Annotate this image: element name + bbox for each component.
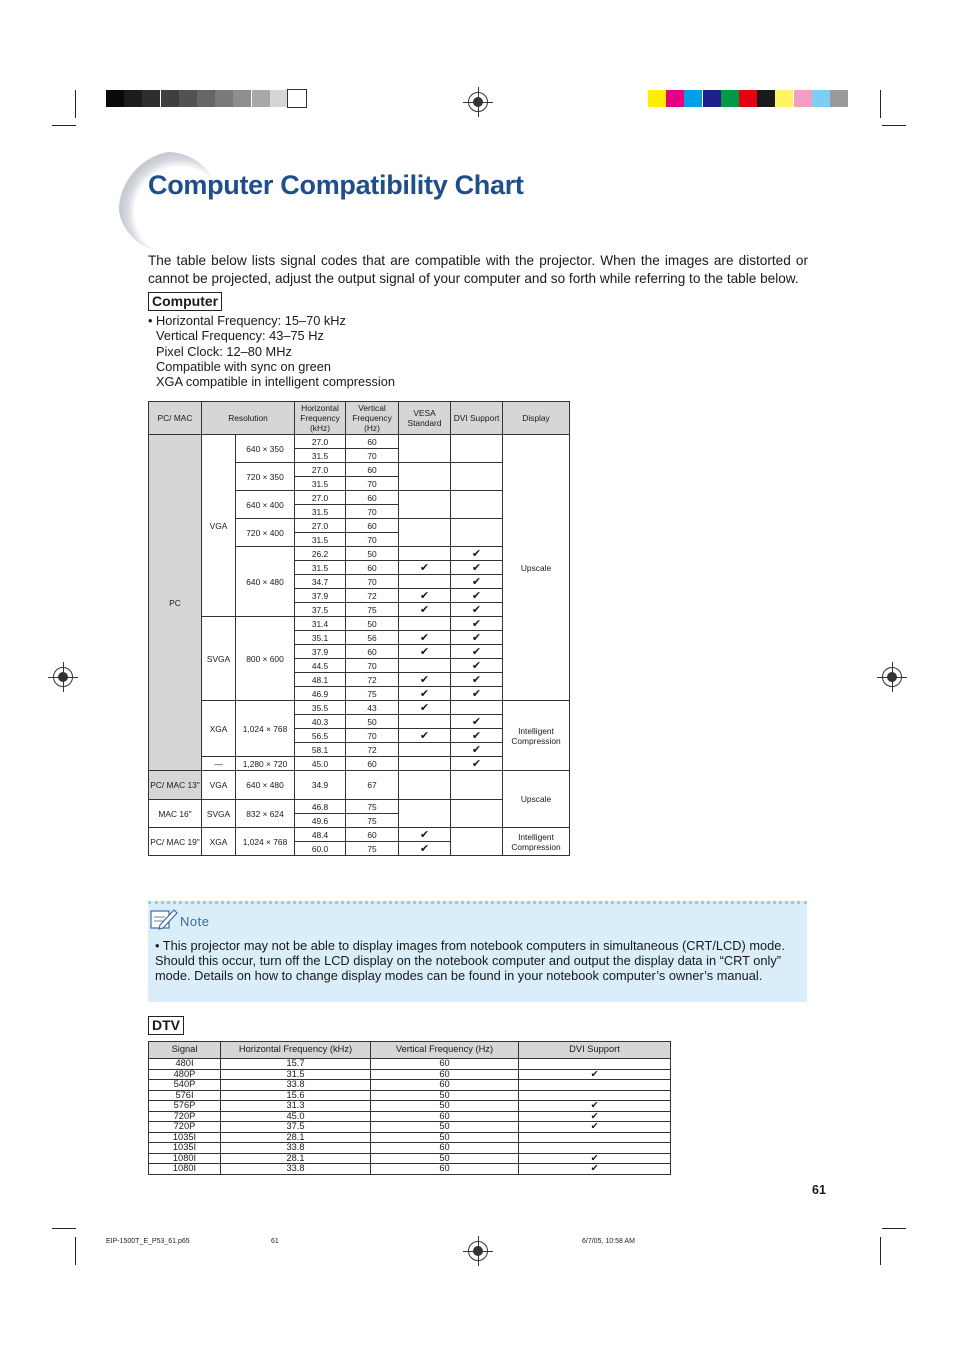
- vesa-cell: [399, 491, 451, 519]
- spec-item: Pixel Clock: 12–80 MHz: [156, 343, 292, 359]
- color-swatch: [739, 90, 757, 107]
- dvi-cell: [451, 771, 503, 800]
- vfreq-cell: 60: [346, 645, 399, 659]
- resolution-cell: 1,024 × 768: [236, 701, 295, 757]
- resolution-cell: 1,024 × 768: [236, 828, 295, 856]
- table-row: [149, 435, 570, 449]
- header-cell: Display: [503, 402, 570, 435]
- resolution-cell: 640 × 400: [236, 491, 295, 519]
- dvi-cell: ✔: [451, 575, 503, 589]
- dvi-cell: ✔: [451, 673, 503, 687]
- display-cell: Upscale: [503, 771, 570, 828]
- hfreq-cell: 31.5: [221, 1069, 371, 1080]
- vfreq-cell: 50: [371, 1153, 519, 1164]
- color-swatch: [721, 90, 739, 107]
- hfreq-cell: 45.0: [295, 757, 346, 771]
- dvi-cell: ✔: [451, 589, 503, 603]
- registration-mark-icon: [468, 92, 488, 112]
- resolution-cell: 720 × 400: [236, 519, 295, 547]
- vfreq-cell: 60: [371, 1164, 519, 1175]
- vesa-cell: ✔: [399, 561, 451, 575]
- vfreq-cell: 70: [346, 477, 399, 491]
- vfreq-cell: 60: [346, 561, 399, 575]
- header-cell: Horizontal Frequency (kHz): [221, 1042, 371, 1059]
- gray-swatch: [142, 90, 160, 107]
- color-swatch: [812, 90, 830, 107]
- signal-cell: 1035I: [149, 1143, 221, 1154]
- vfreq-cell: 60: [346, 435, 399, 449]
- signal-cell: 540P: [149, 1080, 221, 1091]
- table-row: [149, 1153, 671, 1164]
- dvi-cell: ✔: [451, 757, 503, 771]
- gray-swatch: [252, 90, 270, 107]
- signal-cell: 1080I: [149, 1164, 221, 1175]
- dvi-cell: ✔: [519, 1101, 671, 1112]
- header-cell: Vertical Frequency (Hz): [371, 1042, 519, 1059]
- hfreq-cell: 31.5: [295, 533, 346, 547]
- header-cell: DVI Support: [451, 402, 503, 435]
- vfreq-cell: 60: [371, 1069, 519, 1080]
- vesa-cell: [399, 743, 451, 757]
- platform-cell: PC/ MAC 19": [149, 828, 202, 856]
- hfreq-cell: 15.7: [221, 1059, 371, 1070]
- hfreq-cell: 15.6: [221, 1090, 371, 1101]
- vesa-cell: [399, 800, 451, 828]
- vfreq-cell: 75: [346, 800, 399, 814]
- registration-mark-icon: [882, 667, 902, 687]
- header-cell: DVI Support: [519, 1042, 671, 1059]
- spec-item: • Horizontal Frequency: 15–70 kHz: [148, 313, 346, 328]
- vfreq-cell: 67: [346, 771, 399, 800]
- dvi-cell: [519, 1132, 671, 1143]
- vesa-cell: [399, 659, 451, 673]
- spec-item: Vertical Frequency: 43–75 Hz: [156, 328, 324, 344]
- hfreq-cell: 31.5: [295, 477, 346, 491]
- page-title: Computer Compatibility Chart: [148, 170, 524, 200]
- vfreq-cell: 70: [346, 575, 399, 589]
- hfreq-cell: 26.2: [295, 547, 346, 561]
- table-row: [149, 1080, 671, 1091]
- dvi-cell: ✔: [519, 1164, 671, 1175]
- signal-cell: 576P: [149, 1101, 221, 1112]
- table-row: [149, 701, 570, 715]
- table-row: [149, 771, 570, 800]
- mode-cell: XGA: [202, 701, 236, 757]
- resolution-cell: 800 × 600: [236, 617, 295, 701]
- hfreq-cell: 46.8: [295, 800, 346, 814]
- table-row: [149, 1059, 671, 1070]
- hfreq-cell: 27.0: [295, 435, 346, 449]
- vfreq-cell: 72: [346, 743, 399, 757]
- vfreq-cell: 60: [346, 519, 399, 533]
- dtv-section-label: DTV: [148, 1016, 184, 1035]
- dvi-cell: [519, 1143, 671, 1154]
- hfreq-cell: 49.6: [295, 814, 346, 828]
- hfreq-cell: 31.5: [295, 449, 346, 463]
- vesa-cell: [399, 771, 451, 800]
- hfreq-cell: 31.4: [295, 617, 346, 631]
- mode-cell: —: [202, 757, 236, 771]
- vfreq-cell: 50: [346, 547, 399, 561]
- gray-swatch: [270, 90, 288, 107]
- signal-cell: 1080I: [149, 1153, 221, 1164]
- signal-cell: 480P: [149, 1069, 221, 1080]
- vfreq-cell: 43: [346, 701, 399, 715]
- color-swatch: [684, 90, 702, 107]
- header-cell: VESA Standard: [399, 402, 451, 435]
- vfreq-cell: 50: [371, 1090, 519, 1101]
- vesa-cell: [399, 435, 451, 463]
- color-swatch: [794, 90, 812, 107]
- vfreq-cell: 70: [346, 505, 399, 519]
- hfreq-cell: 34.7: [295, 575, 346, 589]
- note-text: • This projector may not be able to display images from notebook computers in simultaneous (CRT/LCD) mode. Should this occur, turn off the LCD display on the notebook computer and output the display data in “CRT only” mode. Details on how to change display modes can be found in your notebook computer’s owner’s manual.: [155, 938, 785, 984]
- registration-mark-icon: [53, 667, 73, 687]
- color-swatch: [775, 90, 793, 107]
- resolution-cell: 1,280 × 720: [236, 757, 295, 771]
- vfreq-cell: 50: [346, 617, 399, 631]
- vesa-cell: ✔: [399, 701, 451, 715]
- header-cell: Vertical Frequency (Hz): [346, 402, 399, 435]
- hfreq-cell: 31.3: [221, 1101, 371, 1112]
- registration-mark-icon: [468, 1241, 488, 1261]
- dvi-cell: ✔: [451, 645, 503, 659]
- hfreq-cell: 35.5: [295, 701, 346, 715]
- table-row: [149, 1122, 671, 1133]
- vesa-cell: [399, 575, 451, 589]
- signal-cell: 480I: [149, 1059, 221, 1070]
- dvi-cell: ✔: [451, 743, 503, 757]
- hfreq-cell: 60.0: [295, 842, 346, 856]
- vfreq-cell: 70: [346, 449, 399, 463]
- dvi-cell: [451, 435, 503, 463]
- spec-item: Compatible with sync on green: [156, 358, 331, 374]
- vesa-cell: ✔: [399, 645, 451, 659]
- vesa-cell: ✔: [399, 729, 451, 743]
- hfreq-cell: 27.0: [295, 491, 346, 505]
- vesa-cell: ✔: [399, 631, 451, 645]
- dtv-compatibility-table: [148, 1041, 671, 1175]
- vfreq-cell: 75: [346, 814, 399, 828]
- signal-cell: 720P: [149, 1122, 221, 1133]
- gray-swatch: [179, 90, 197, 107]
- vfreq-cell: 50: [346, 715, 399, 729]
- dvi-cell: [519, 1090, 671, 1101]
- hfreq-cell: 27.0: [295, 519, 346, 533]
- page-number: 61: [812, 1183, 826, 1197]
- header-cell: Horizontal Frequency (kHz): [295, 402, 346, 435]
- resolution-cell: 640 × 480: [236, 547, 295, 617]
- table-row: [149, 1101, 671, 1112]
- dvi-cell: ✔: [519, 1111, 671, 1122]
- vfreq-cell: 50: [371, 1122, 519, 1133]
- color-swatch: [666, 90, 684, 107]
- resolution-cell: 720 × 350: [236, 463, 295, 491]
- pencil-note-icon: [150, 907, 178, 931]
- hfreq-cell: 34.9: [295, 771, 346, 800]
- gray-swatch: [124, 90, 142, 107]
- hfreq-cell: 46.9: [295, 687, 346, 701]
- mode-cell: SVGA: [202, 617, 236, 701]
- dvi-cell: [519, 1059, 671, 1070]
- hfreq-cell: 33.8: [221, 1143, 371, 1154]
- dvi-cell: [519, 1080, 671, 1091]
- vfreq-cell: 75: [346, 842, 399, 856]
- color-swatch: [830, 90, 848, 107]
- table-row: [149, 828, 570, 842]
- dvi-cell: [451, 800, 503, 828]
- mode-cell: VGA: [202, 771, 236, 800]
- title-decoration: [118, 152, 218, 252]
- hfreq-cell: 37.9: [295, 589, 346, 603]
- hfreq-cell: 37.9: [295, 645, 346, 659]
- platform-cell: PC: [149, 435, 202, 771]
- table-row: [149, 1164, 671, 1175]
- hfreq-cell: 28.1: [221, 1153, 371, 1164]
- dvi-cell: ✔: [451, 687, 503, 701]
- color-swatch: [757, 90, 775, 107]
- color-swatch: [648, 90, 666, 107]
- header-cell: Signal: [149, 1042, 221, 1059]
- display-cell: Upscale: [503, 435, 570, 701]
- dvi-cell: ✔: [451, 547, 503, 561]
- vesa-cell: [399, 519, 451, 547]
- vesa-cell: ✔: [399, 603, 451, 617]
- hfreq-cell: 35.1: [295, 631, 346, 645]
- vfreq-cell: 72: [346, 673, 399, 687]
- vfreq-cell: 60: [371, 1143, 519, 1154]
- hfreq-cell: 44.5: [295, 659, 346, 673]
- vesa-cell: [399, 547, 451, 561]
- table-header-row: [149, 1042, 671, 1059]
- resolution-cell: 640 × 480: [236, 771, 295, 800]
- hfreq-cell: 58.1: [295, 743, 346, 757]
- signal-cell: 576I: [149, 1090, 221, 1101]
- hfreq-cell: 56.5: [295, 729, 346, 743]
- note-title: Note: [180, 914, 210, 929]
- footer-filename: EIP-1500T_E_P53_61.p65: [106, 1238, 190, 1245]
- vfreq-cell: 60: [346, 757, 399, 771]
- hfreq-cell: 40.3: [295, 715, 346, 729]
- vfreq-cell: 70: [346, 729, 399, 743]
- vesa-cell: ✔: [399, 589, 451, 603]
- vfreq-cell: 56: [346, 631, 399, 645]
- dvi-cell: ✔: [451, 561, 503, 575]
- vfreq-cell: 70: [346, 659, 399, 673]
- table-row: [149, 1132, 671, 1143]
- gray-swatch: [161, 90, 179, 107]
- gray-swatch: [288, 90, 306, 107]
- vesa-cell: ✔: [399, 828, 451, 842]
- vfreq-cell: 50: [371, 1132, 519, 1143]
- vfreq-cell: 75: [346, 687, 399, 701]
- dvi-cell: ✔: [451, 715, 503, 729]
- color-swatch: [703, 90, 721, 107]
- vesa-cell: [399, 463, 451, 491]
- signal-cell: 720P: [149, 1111, 221, 1122]
- dvi-cell: ✔: [451, 603, 503, 617]
- computer-section-label: Computer: [148, 292, 222, 311]
- vesa-cell: ✔: [399, 687, 451, 701]
- vfreq-cell: 60: [346, 828, 399, 842]
- hfreq-cell: 37.5: [221, 1122, 371, 1133]
- dvi-cell: [451, 491, 503, 519]
- dvi-cell: [451, 519, 503, 547]
- vfreq-cell: 60: [371, 1080, 519, 1091]
- hfreq-cell: 33.8: [221, 1080, 371, 1091]
- hfreq-cell: 33.8: [221, 1164, 371, 1175]
- hfreq-cell: 48.1: [295, 673, 346, 687]
- vfreq-cell: 50: [371, 1101, 519, 1112]
- resolution-cell: 640 × 350: [236, 435, 295, 463]
- footer-date: 6/7/05, 10:58 AM: [582, 1238, 635, 1245]
- dvi-cell: [451, 463, 503, 491]
- display-cell: Intelligent Compression: [503, 701, 570, 771]
- platform-cell: MAC 16": [149, 800, 202, 828]
- table-header-row: [149, 402, 570, 435]
- dvi-cell: [451, 701, 503, 715]
- dvi-cell: ✔: [451, 617, 503, 631]
- hfreq-cell: 48.4: [295, 828, 346, 842]
- mode-cell: XGA: [202, 828, 236, 856]
- table-row: [149, 1111, 671, 1122]
- vfreq-cell: 75: [346, 603, 399, 617]
- intro-paragraph: The table below lists signal codes that are compatible with the projector. When the images are distorted or cannot be projected, adjust the output signal of your computer and so forth while referring to the table below.: [148, 253, 808, 286]
- table-row: [149, 1090, 671, 1101]
- vfreq-cell: 60: [371, 1059, 519, 1070]
- table-row: [149, 1143, 671, 1154]
- vfreq-cell: 70: [346, 533, 399, 547]
- vfreq-cell: 72: [346, 589, 399, 603]
- gray-swatch: [215, 90, 233, 107]
- vfreq-cell: 60: [346, 491, 399, 505]
- dvi-cell: ✔: [519, 1122, 671, 1133]
- vesa-cell: ✔: [399, 842, 451, 856]
- hfreq-cell: 37.5: [295, 603, 346, 617]
- hfreq-cell: 31.5: [295, 505, 346, 519]
- dvi-cell: ✔: [451, 631, 503, 645]
- hfreq-cell: 45.0: [221, 1111, 371, 1122]
- header-cell: PC/ MAC: [149, 402, 202, 435]
- signal-cell: 1035I: [149, 1132, 221, 1143]
- display-cell: Intelligent Compression: [503, 828, 570, 856]
- vfreq-cell: 60: [371, 1111, 519, 1122]
- gray-swatch: [106, 90, 124, 107]
- dvi-cell: ✔: [519, 1069, 671, 1080]
- vesa-cell: [399, 715, 451, 729]
- hfreq-cell: 27.0: [295, 463, 346, 477]
- hfreq-cell: 28.1: [221, 1132, 371, 1143]
- dvi-cell: ✔: [519, 1153, 671, 1164]
- dvi-cell: [451, 828, 503, 856]
- dvi-cell: ✔: [451, 729, 503, 743]
- footer-page: 61: [271, 1238, 279, 1245]
- dvi-cell: ✔: [451, 659, 503, 673]
- hfreq-cell: 31.5: [295, 561, 346, 575]
- computer-spec-list: [148, 313, 395, 389]
- mode-cell: SVGA: [202, 800, 236, 828]
- header-cell: Resolution: [202, 402, 295, 435]
- resolution-cell: 832 × 624: [236, 800, 295, 828]
- computer-compatibility-table: [148, 401, 570, 856]
- vesa-cell: [399, 757, 451, 771]
- spec-item: XGA compatible in intelligent compression: [156, 374, 395, 390]
- gray-swatch: [233, 90, 251, 107]
- vesa-cell: ✔: [399, 673, 451, 687]
- gray-swatch: [197, 90, 215, 107]
- platform-cell: PC/ MAC 13": [149, 771, 202, 800]
- vesa-cell: [399, 617, 451, 631]
- vfreq-cell: 60: [346, 463, 399, 477]
- table-row: [149, 1069, 671, 1080]
- mode-cell: VGA: [202, 435, 236, 617]
